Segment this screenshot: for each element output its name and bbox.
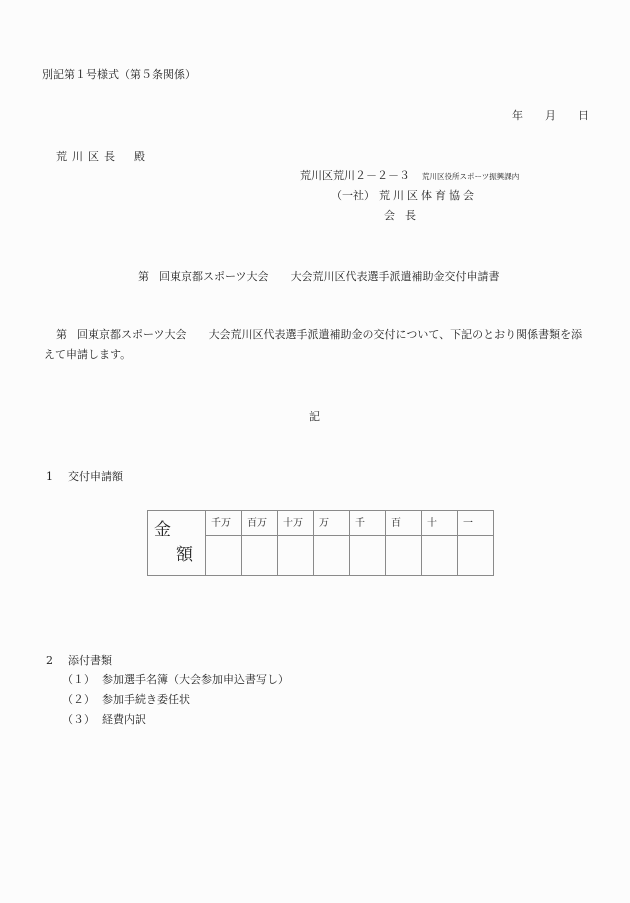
amount-label-2: 額: [176, 545, 193, 565]
attachment-label: 参加選手名簿（大会参加申込書写し）: [102, 673, 289, 686]
title-part-1: 第: [138, 270, 149, 283]
body-part-3: 大会荒川区代表選手派遣補助金の交付について、下記のとおり関係書類を添えて申請します。: [44, 328, 583, 361]
amount-digit-cell[interactable]: [242, 536, 278, 576]
date-line: [512, 107, 589, 123]
section-1-heading: [46, 468, 123, 484]
date-year: 年: [512, 109, 523, 122]
attachment-item: [62, 691, 190, 707]
attachment-number: （１）: [62, 673, 95, 686]
title-part-3: 大会荒川区代表選手派遣補助金交付申請書: [290, 270, 500, 283]
sender-address-text: 荒川区荒川２－２－３: [300, 169, 410, 182]
section-2-number: 2: [46, 654, 53, 667]
body-part-2: 回東京都スポーツ大会: [77, 328, 187, 341]
column-header-hyaku-man: 百万: [242, 511, 278, 536]
addressee: [56, 148, 150, 164]
amount-digit-cell[interactable]: [314, 536, 350, 576]
sender-address: [300, 167, 519, 183]
attachment-label: 経費内訳: [102, 713, 146, 726]
org-prefix: （一社）: [331, 189, 375, 202]
body-paragraph: [44, 325, 589, 365]
document-title: [138, 268, 500, 284]
amount-digit-cell[interactable]: [278, 536, 314, 576]
amount-digit-cell[interactable]: [458, 536, 494, 576]
title-part-2: 回東京都スポーツ大会: [159, 270, 269, 283]
attachment-number: （３）: [62, 713, 95, 726]
column-header-man: 万: [314, 511, 350, 536]
amount-label-cell: [148, 511, 206, 576]
section-2-heading: [46, 652, 112, 668]
column-header-sen: 千: [350, 511, 386, 536]
sender-organization: [331, 187, 477, 203]
attachment-number: （２）: [62, 693, 95, 706]
section-1-number: 1: [46, 470, 53, 483]
column-header-ichi: 一: [458, 511, 494, 536]
form-label: 別記第１号様式（第５条関係）: [42, 68, 196, 81]
column-header-juu-man: 十万: [278, 511, 314, 536]
section-2-label: 添付書類: [68, 654, 112, 667]
attachment-label: 参加手続き委任状: [102, 693, 190, 706]
column-header-hyaku: 百: [386, 511, 422, 536]
org-name: 荒川区体育協会: [379, 189, 477, 202]
attachment-item: [62, 671, 289, 687]
amount-digit-cell[interactable]: [206, 536, 242, 576]
amount-digit-cell[interactable]: [386, 536, 422, 576]
date-day: 日: [578, 109, 589, 122]
amount-table: [147, 510, 494, 576]
amount-label-1: 金: [154, 520, 171, 540]
column-header-sen-man: 千万: [206, 511, 242, 536]
sender-title: 会長: [384, 209, 426, 222]
amount-digit-cell[interactable]: [422, 536, 458, 576]
date-month: 月: [545, 109, 556, 122]
body-part-1: 第: [56, 328, 67, 341]
section-1-label: 交付申請額: [68, 470, 123, 483]
amount-digit-cell[interactable]: [350, 536, 386, 576]
column-header-juu: 十: [422, 511, 458, 536]
attachment-item: [62, 711, 146, 727]
addressee-honorific: 殿: [134, 150, 150, 163]
addressee-name: 荒川区長: [56, 150, 120, 163]
sender-address-note: 荒川区役所スポーツ振興課内: [422, 172, 520, 181]
ki-heading: 記: [309, 410, 320, 423]
